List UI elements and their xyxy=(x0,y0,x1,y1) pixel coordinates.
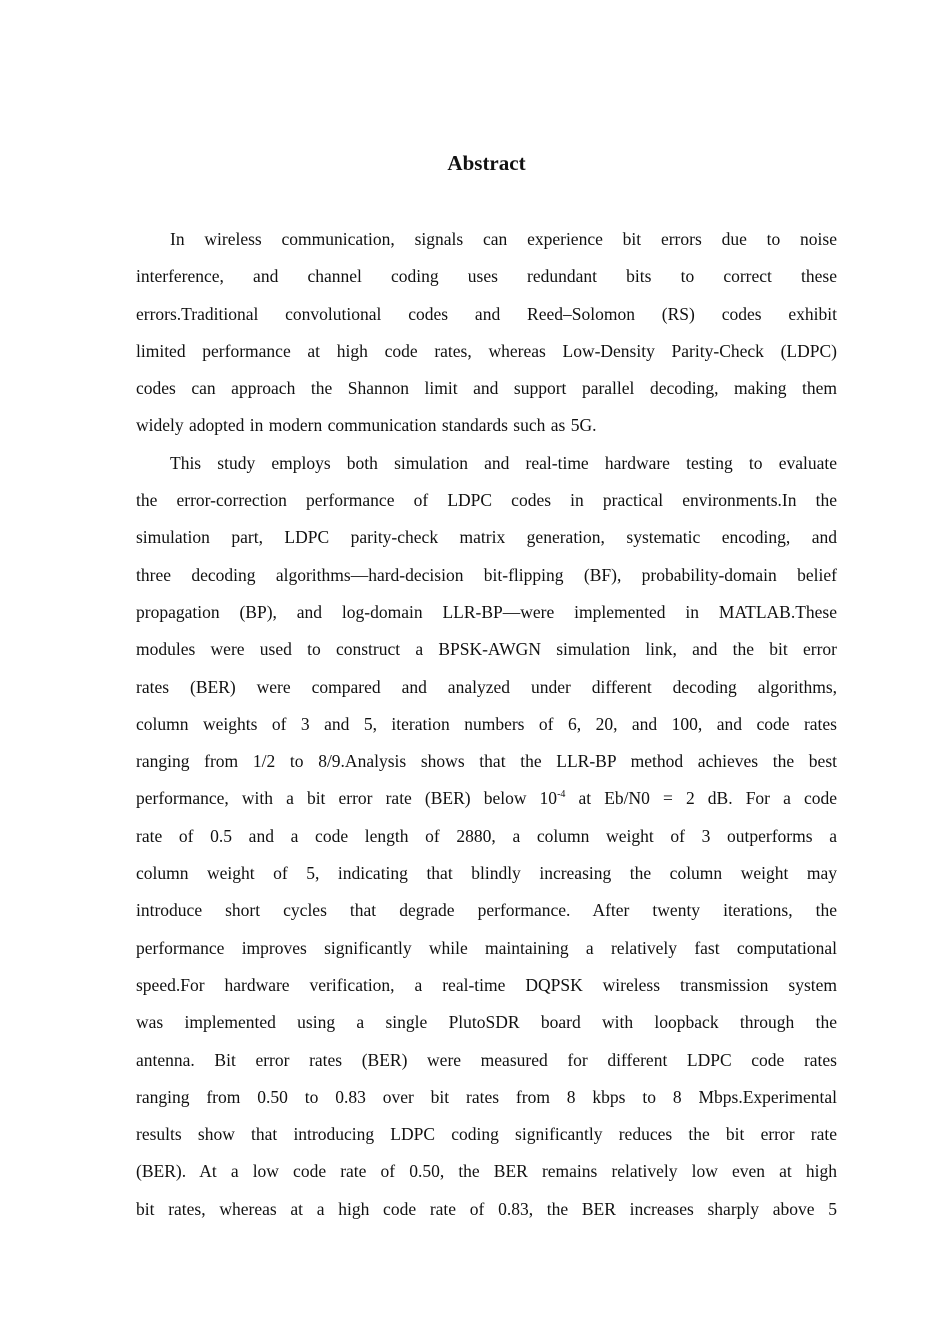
text-line: errors.Traditional convolutional codes and Reed–Solomon (RS) codes exhibit xyxy=(136,303,837,324)
text-line: introduce short cycles that degrade performance. After twenty iterations, the xyxy=(136,900,837,921)
text-line: limited performance at high code rates, whereas Low-Density Parity-Check (LDPC) xyxy=(136,340,837,361)
text-line: performance improves significantly while maintaining a relatively fast computational xyxy=(136,937,837,958)
ber-line-before: performance, with a bit error rate (BER) below 10 xyxy=(136,788,558,809)
text-line: column weight of 5, indicating that blindly increasing the column weight may xyxy=(136,863,837,884)
abstract-page xyxy=(136,145,837,1228)
text-line: results show that introducing LDPC coding significantly reduces the bit error rate xyxy=(136,1124,837,1145)
text-line: propagation (BP), and log-domain LLR-BP—were implemented in MATLAB.These xyxy=(136,601,837,622)
abstract-paragraph-2 xyxy=(136,445,837,1228)
text-line: This study employs both simulation and real-time hardware testing to evaluate xyxy=(170,452,837,473)
text-line: rates (BER) were compared and analyzed under different decoding algorithms, xyxy=(136,676,837,697)
ber-exponent: -4 xyxy=(557,789,566,801)
text-line: three decoding algorithms—hard-decision bit-flipping (BF), probability-domain belief xyxy=(136,564,837,585)
text-line: ranging from 0.50 to 0.83 over bit rates from 8 kbps to 8 Mbps.Experimental xyxy=(136,1086,837,1107)
text-line: simulation part, LDPC parity-check matrix generation, systematic encoding, and xyxy=(136,527,837,548)
text-line: (BER). At a low code rate of 0.50, the BER remains relatively low even at high xyxy=(136,1161,837,1182)
text-line: interference, and channel coding uses redundant bits to correct these xyxy=(136,266,837,287)
text-line: rate of 0.5 and a code length of 2880, a column weight of 3 outperforms a xyxy=(136,825,837,846)
text-line: codes can approach the Shannon limit and support parallel decoding, making them xyxy=(136,378,837,399)
abstract-paragraph-1 xyxy=(136,221,837,445)
text-line: In wireless communication, signals can experience bit errors due to noise xyxy=(170,229,837,249)
text-line: bit rates, whereas at a high code rate of 0.83, the BER increases sharply above 5 xyxy=(136,1198,837,1219)
text-line: ranging from 1/2 to 8/9.Analysis shows that the LLR-BP method achieves the best xyxy=(136,751,837,772)
ber-text-line xyxy=(136,780,837,817)
text-line: the error-correction performance of LDPC codes in practical environments.In the xyxy=(136,490,837,511)
ber-line-after: at Eb/N0 = 2 dB. For a code xyxy=(565,788,837,809)
page-title: Abstract xyxy=(447,151,526,175)
text-line: column weights of 3 and 5, iteration numbers of 6, 20, and 100, and code rates xyxy=(136,713,837,734)
text-line: widely adopted in modern communication standards such as 5G. xyxy=(136,415,597,436)
text-line: antenna. Bit error rates (BER) were measured for different LDPC code rates xyxy=(136,1049,837,1070)
text-line: speed.For hardware verification, a real-time DQPSK wireless transmission system xyxy=(136,974,837,995)
text-line: modules were used to construct a BPSK-AWGN simulation link, and the bit error xyxy=(136,639,837,660)
text-line: was implemented using a single PlutoSDR board with loopback through the xyxy=(136,1012,837,1033)
